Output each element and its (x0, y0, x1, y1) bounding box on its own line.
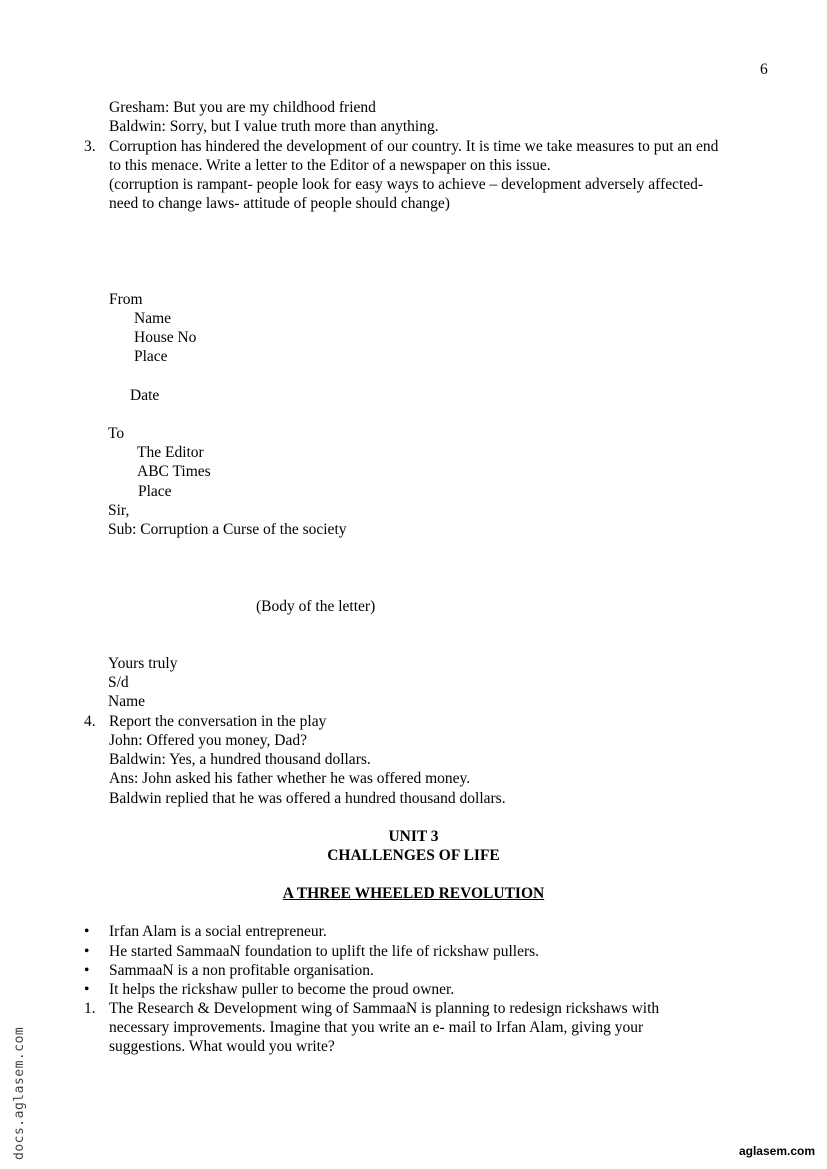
bullet-text: It helps the rickshaw puller to become the proud owner. (109, 981, 455, 998)
letter-to-line: The Editor (137, 444, 204, 461)
side-watermark: docs.aglasem.com (12, 1026, 27, 1160)
letter-closing: Yours truly (108, 655, 178, 672)
bullet-icon: • (84, 923, 90, 940)
letter-body: (Body of the letter) (256, 598, 376, 615)
letter-to-line: ABC Times (137, 463, 211, 480)
dialogue-line: Baldwin: Yes, a hundred thousand dollars. (109, 751, 371, 768)
question-hint: (corruption is rampant- people look for easy ways to achieve – development adversely affected- (109, 176, 704, 193)
letter-from-line: House No (134, 329, 197, 346)
question-text: necessary improvements. Imagine that you write an e- mail to Irfan Alam, giving your (109, 1019, 644, 1036)
bullet-icon: • (84, 943, 90, 960)
letter-subject: Sub: Corruption a Curse of the society (108, 521, 347, 538)
dialogue-line: John: Offered you money, Dad? (109, 732, 308, 749)
letter-from-line: Name (134, 310, 172, 327)
page-number: 6 (760, 61, 768, 78)
lesson-title (0, 884, 827, 903)
letter-closing: S/d (108, 674, 129, 691)
dialogue-line: Baldwin: Sorry, but I value truth more than anything. (109, 118, 439, 135)
bullet-text: Irfan Alam is a social entrepreneur. (109, 923, 327, 940)
question-text: Report the conversation in the play (109, 713, 327, 730)
letter-from: From (109, 291, 143, 308)
bullet-text: SammaaN is a non profitable organisation. (109, 962, 374, 979)
question-text: suggestions. What would you write? (109, 1038, 335, 1055)
bullet-icon: • (84, 981, 90, 998)
question-number: 1. (84, 1000, 96, 1017)
unit-number: UNIT 3 (388, 828, 439, 845)
question-number: 3. (84, 138, 96, 155)
letter-closing: Name (108, 693, 146, 710)
question-text: to this menace. Write a letter to the Editor of a newspaper on this issue. (109, 157, 551, 174)
question-text: The Research & Development wing of SammaaN is planning to redesign rickshaws with (109, 1000, 660, 1017)
unit-title: CHALLENGES OF LIFE (327, 847, 500, 864)
letter-to-line: Place (138, 483, 172, 500)
dialogue-line: Gresham: But you are my childhood friend (109, 99, 376, 116)
lesson-title-text: A THREE WHEELED REVOLUTION (282, 885, 545, 902)
bullet-text: He started SammaaN foundation to uplift the life of rickshaw pullers. (109, 943, 540, 960)
question-number: 4. (84, 713, 96, 730)
question-text: Corruption has hindered the development of our country. It is time we take measures to put an end (109, 138, 719, 155)
letter-to: To (108, 425, 125, 442)
answer-line: Ans: John asked his father whether he was offered money. (109, 770, 471, 787)
bullet-icon: • (84, 962, 90, 979)
brand-watermark: aglasem.com (738, 1144, 815, 1158)
letter-salutation: Sir, (108, 502, 130, 519)
letter-date: Date (130, 387, 160, 404)
question-hint: need to change laws- attitude of people should change) (109, 195, 450, 212)
answer-line: Baldwin replied that he was offered a hundred thousand dollars. (109, 790, 506, 807)
letter-from-line: Place (134, 348, 168, 365)
